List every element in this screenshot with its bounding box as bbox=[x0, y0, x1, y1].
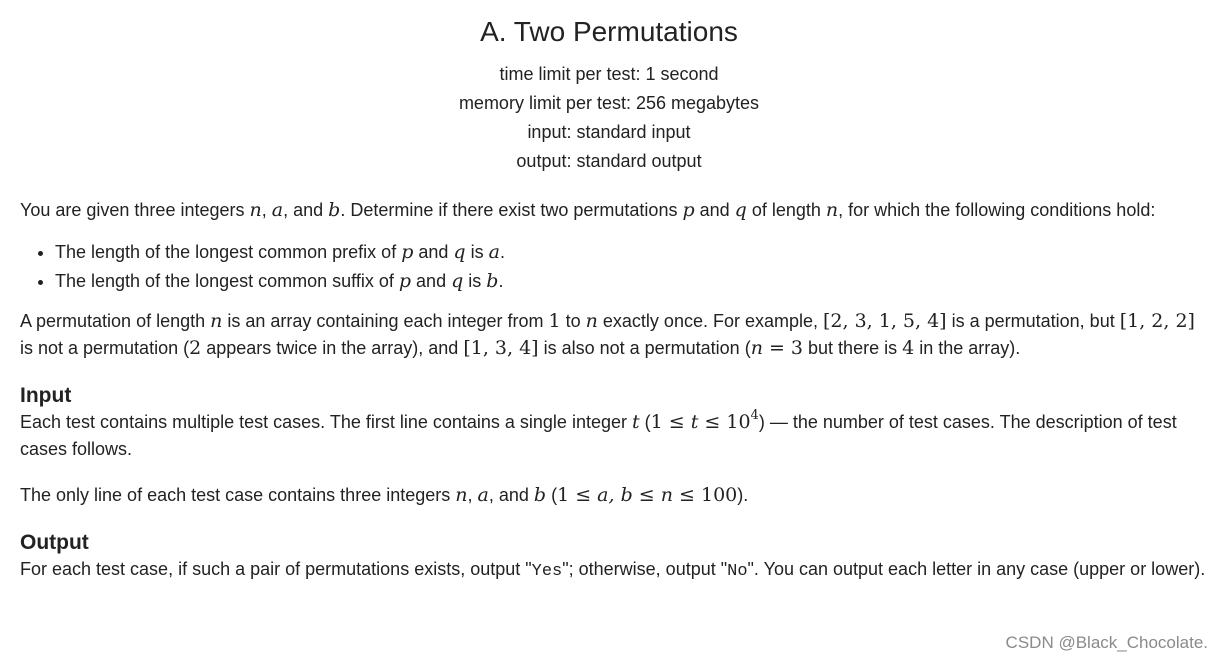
math-var: n bbox=[750, 337, 763, 359]
text: , for which the following conditions hold: bbox=[838, 200, 1156, 220]
text: , bbox=[261, 200, 272, 220]
input-paragraph-1 bbox=[20, 409, 1210, 463]
math-var: n bbox=[660, 484, 673, 506]
text: . Determine if there exist two permutations bbox=[340, 200, 683, 220]
text: exactly once. For example, bbox=[597, 311, 824, 331]
text: is a permutation, but bbox=[946, 311, 1120, 331]
problem-statement bbox=[20, 0, 1210, 585]
text: ( bbox=[546, 485, 558, 505]
math-var: q bbox=[451, 270, 464, 292]
problem-header bbox=[14, 16, 1204, 176]
text: and bbox=[413, 242, 454, 262]
math-var: a bbox=[271, 199, 284, 221]
text: ( bbox=[639, 412, 651, 432]
text: is bbox=[463, 271, 487, 291]
math-array: [1, 2, 2] bbox=[1119, 310, 1195, 332]
text: . bbox=[498, 271, 504, 291]
math-number: 2 bbox=[189, 337, 202, 359]
math-expr: ≤ 10 bbox=[698, 411, 751, 433]
conditions-list bbox=[20, 238, 1210, 296]
text: , bbox=[467, 485, 478, 505]
text: is not a permutation ( bbox=[20, 338, 190, 358]
text: For each test case, if such a pair of permutations exists, output " bbox=[20, 559, 532, 579]
input-source: input: standard input bbox=[527, 122, 691, 142]
math-exponent: 4 bbox=[750, 408, 759, 423]
math-var: a bbox=[488, 241, 500, 263]
text: ) — the number of test cases. The description of test cases follows. bbox=[20, 412, 1177, 459]
text: and bbox=[694, 200, 735, 220]
math-var: p bbox=[398, 270, 412, 292]
input-heading: Input bbox=[20, 384, 72, 407]
text: but there is bbox=[803, 338, 903, 358]
math-var: n bbox=[585, 310, 598, 332]
text: ". You can output each letter in any case (upper or lower). bbox=[747, 559, 1206, 579]
statement-paragraph-2 bbox=[20, 308, 1210, 362]
text: to bbox=[560, 311, 586, 331]
math-var: b bbox=[486, 270, 499, 292]
text: The length of the longest common prefix of bbox=[55, 242, 402, 262]
text: , and bbox=[283, 200, 329, 220]
math-array: [1, 3, 4] bbox=[463, 337, 539, 359]
math-expr: ≤ 100 bbox=[673, 484, 738, 506]
code-yes: Yes bbox=[531, 562, 563, 581]
list-item bbox=[55, 238, 1210, 267]
math-var: n bbox=[249, 199, 262, 221]
math-var: n bbox=[825, 199, 839, 221]
math-number: 1 bbox=[548, 310, 561, 332]
time-limit: time limit per test: 1 second bbox=[499, 64, 719, 84]
math-expr: = 3 bbox=[762, 337, 804, 359]
text: appears twice in the array), and bbox=[201, 338, 464, 358]
text: You are given three integers bbox=[20, 200, 250, 220]
math-var: p bbox=[401, 241, 414, 263]
math-var: b bbox=[533, 484, 547, 506]
text: . bbox=[499, 242, 505, 262]
math-var: p bbox=[682, 199, 695, 221]
math-var: q bbox=[734, 199, 747, 221]
text: and bbox=[411, 271, 452, 291]
text: , and bbox=[488, 485, 534, 505]
text: ). bbox=[737, 485, 749, 505]
code-no: No bbox=[727, 562, 748, 581]
text: A permutation of length bbox=[20, 311, 211, 331]
text: The length of the longest common suffix of bbox=[55, 271, 399, 291]
text: in the array). bbox=[914, 338, 1021, 358]
text: "; otherwise, output " bbox=[562, 559, 728, 579]
output-heading: Output bbox=[20, 531, 89, 554]
math-expr: ≤ bbox=[632, 484, 661, 506]
list-item bbox=[55, 267, 1210, 296]
text: is also not a permutation ( bbox=[538, 338, 751, 358]
math-expr: 1 ≤ bbox=[557, 484, 598, 506]
output-target: output: standard output bbox=[516, 151, 702, 171]
text: is bbox=[465, 242, 489, 262]
math-var: n bbox=[210, 310, 223, 332]
math-var: b bbox=[328, 199, 341, 221]
math-number: 4 bbox=[902, 337, 915, 359]
watermark: CSDN @Black_Chocolate. bbox=[1005, 633, 1208, 652]
math-array: [2, 3, 1, 5, 4] bbox=[823, 310, 947, 332]
math-var: t bbox=[631, 411, 640, 433]
text: of length bbox=[746, 200, 826, 220]
input-paragraph-2 bbox=[20, 482, 1210, 509]
statement-paragraph-1 bbox=[20, 197, 1210, 224]
math-var: a bbox=[477, 484, 489, 506]
output-paragraph bbox=[20, 556, 1210, 585]
math-var: t bbox=[690, 411, 699, 433]
text: The only line of each test case contains three integers bbox=[20, 485, 456, 505]
math-var: a, b bbox=[597, 484, 633, 506]
math-var: q bbox=[453, 241, 466, 263]
text: Each test contains multiple test cases. The first line contains a single integer bbox=[20, 412, 632, 432]
memory-limit: memory limit per test: 256 megabytes bbox=[458, 93, 760, 113]
problem-title: A. Two Permutations bbox=[480, 16, 738, 47]
math-var: n bbox=[455, 484, 468, 506]
math-expr: 1 ≤ bbox=[650, 411, 691, 433]
text: is an array containing each integer from bbox=[222, 311, 549, 331]
